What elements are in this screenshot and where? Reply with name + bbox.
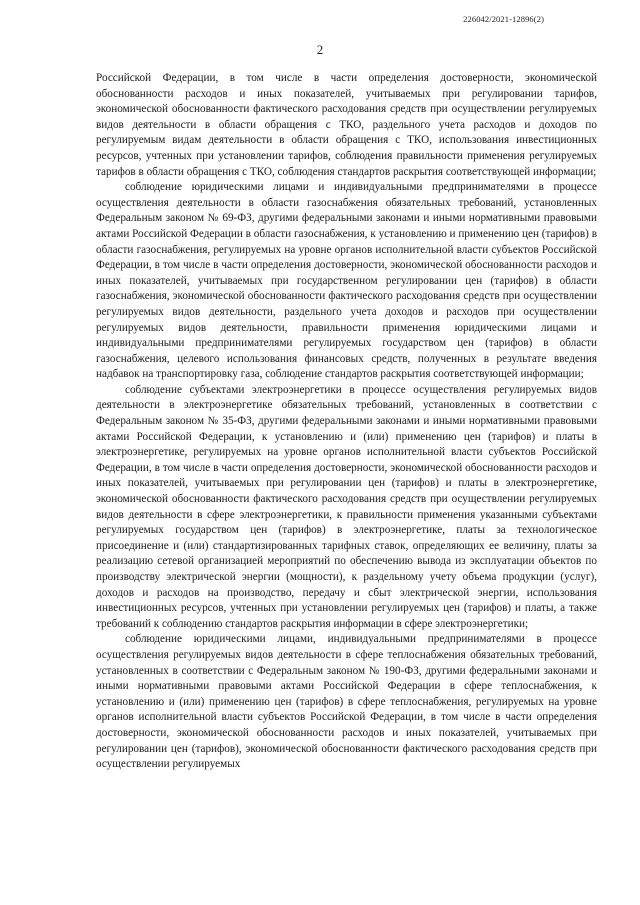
page-number: 2 [316, 42, 324, 57]
paragraph-tko-continuation: Российской Федерации, в том числе в части определения достоверности, экономической обоснованности расходов и иных показателей, учитываемых при регулировании тарифов, экономической обоснованности фактического расходования средств при осуществлении регулируемых видов деятельности в области обращения с ТКО, раздельного учета расходов и доходов по регулируемым видам деятельности в области обращения с ТКО, использования инвестиционных ресурсов, учтенных при установлении тарифов, соблюдения правильности применения регулируемых тарифов в области обращения с ТКО, соблюдения стандартов раскрытия соответствующей информации; [96, 72, 597, 178]
paragraph-gas-supply: соблюдение юридическими лицами и индивидуальными предпринимателями в процессе осуществления деятельности в области газоснабжения обязательных требований, установленных Федеральным законом № 69-ФЗ, другими федеральными законами и иными нормативными правовыми актами Российской Федерации в области газоснабжения, к установлению и применению цен (тарифов) в области газоснабжения, регулируемых на уровне органов исполнительной власти субъектов Российской Федерации, в том числе в части определения достоверности, экономической обоснованности расходов и иных показателей, учитываемых при государственном регулировании цен (тарифов) в области газоснабжения, экономической обоснованности фактического расходования средств при осуществлении регулируемых видов деятельности, раздельного учета доходов и расходов при осуществлении регулируемых видов деятельности, правильности применения юридическими лицами и индивидуальными предпринимателями регулируемых государством цен (тарифов) в области газоснабжения, целевого использования финансовых средств, полученных в результате введения надбавок на транспортировку газа, соблюдение стандартов раскрытия соответствующей информации; [96, 181, 597, 381]
paragraph-heat-supply: соблюдение юридическими лицами, индивидуальными предпринимателями в процессе осуществления регулируемых видов деятельности в сфере теплоснабжения обязательных требований, установленных в соответствии с Федеральным законом № 190-ФЗ, другими федеральными законами и иными нормативными правовыми актами Российской Федерации в сфере теплоснабжения, к установлению и (или) применению цен (тарифов) в сфере теплоснабжения, регулируемых на уровне органов исполнительной власти субъектов Российской Федерации, в том числе в части определения достоверности, экономической обоснованности расходов и иных показателей, учитываемых при регулировании цен (тарифов), экономической обоснованности фактического расходования средств при осуществлении регулируемых [96, 633, 597, 771]
document-registration-number: 226042/2021-12896(2) [463, 14, 544, 24]
paragraph-electric-power: соблюдение субъектами электроэнергетики в процессе осуществления регулируемых видов деятельности в электроэнергетике обязательных требований, установленных в соответствии с Федеральным законом № 35-ФЗ, другими федеральными законами и иными нормативными правовыми актами Российской Федерации, к установлению и (или) применению цен (тарифов) и платы в электроэнергетике, регулируемых на уровне органов исполнительной власти субъектов Российской Федерации, в том числе в части определения достоверности, экономической обоснованности расходов и иных показателей, учитываемых при регулировании цен (тарифов) и платы в электроэнергетике, экономической обоснованности фактического расходования средств при осуществлении регулируемых видов деятельности в сфере электроэнергетики, к правильности применения указанными субъектами регулируемых государством цен (тарифов) в электроэнергетике, платы за технологическое присоединение и (или) стандартизированных тарифных ставок, определяющих ее величину, платы за реализацию сетевой организацией мероприятий по обеспечению вывода из эксплуатации объектов по производству электрической энергии (мощности), к раздельному учету объема продукции (услуг), доходов и расходов на производство, передачу и сбыт электрической энергии, использования инвестиционных ресурсов, учтенных при установлении регулируемых цен (тарифов) и платы, а также требований к соблюдению стандартов раскрытия информации в сфере электроэнергетики; [96, 383, 597, 630]
document-body [96, 71, 597, 773]
